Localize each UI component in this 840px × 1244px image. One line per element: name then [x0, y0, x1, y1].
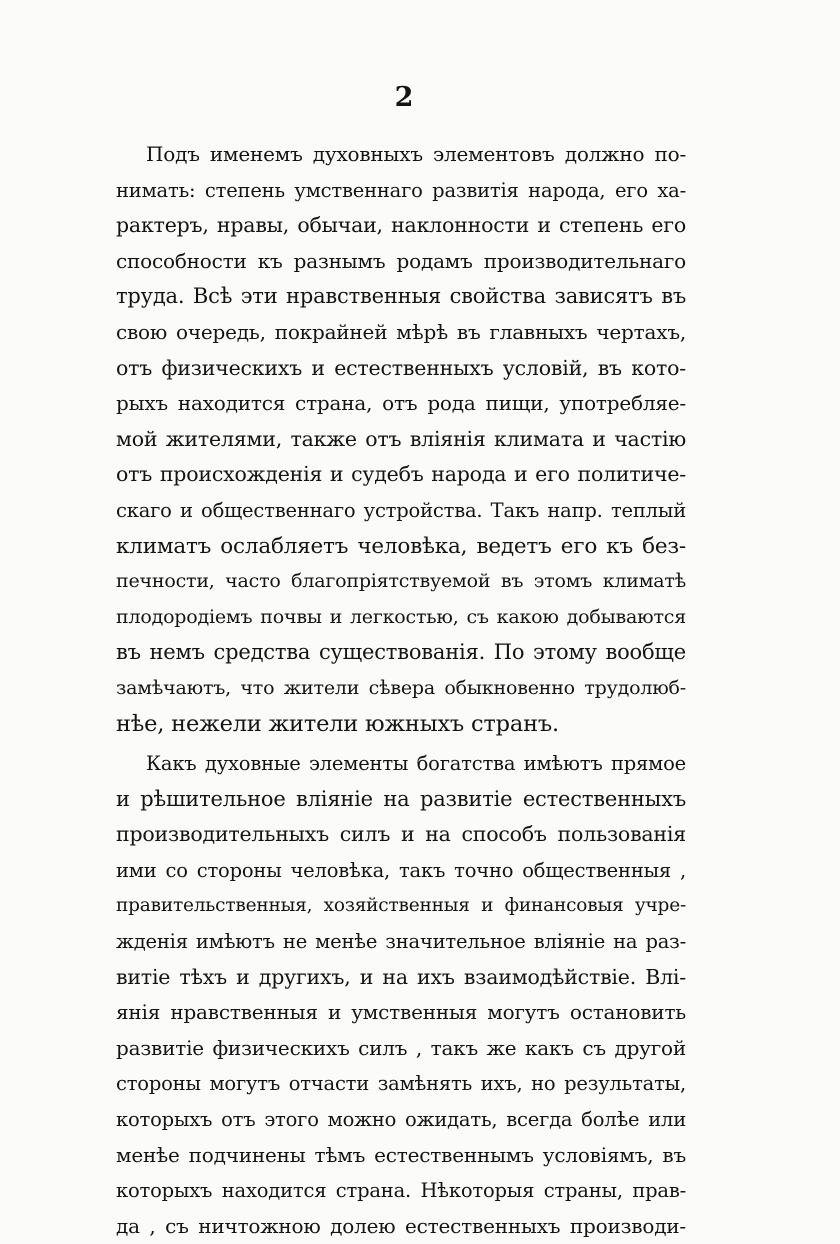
text-line: которыхъ отъ этого можно ожидать, всегда болѣе или	[116, 1108, 686, 1132]
text-line: да , съ ничтожною долею естественныхъ производи-	[116, 1213, 686, 1238]
text-line: которыхъ находится страна. Нѣкоторыя страны, прав-	[116, 1179, 686, 1203]
text-line: нѣе, нежели жители южныхъ странъ.	[116, 710, 559, 737]
text-line: климатъ ослабляетъ человѣка, ведетъ его къ без-	[116, 533, 686, 559]
text-line: въ немъ средства существованія. По этому вообще	[116, 640, 686, 665]
text-line: производительныхъ силъ и на способъ пользованія	[116, 822, 686, 847]
text-line: рыхъ находится страна, отъ рода пищи, употребляе-	[116, 391, 686, 416]
text-line: способности къ разнымъ родамъ производительнаго	[116, 248, 686, 273]
body-text	[116, 137, 686, 1244]
text-line: витіе тѣхъ и другихъ, и на ихъ взаимодѣйствіе. Влі-	[116, 964, 686, 989]
text-line: ими со стороны человѣка, такъ точно общественныя ,	[116, 858, 686, 882]
paragraph	[116, 746, 686, 1244]
text-line: труда. Всѣ эти нравственныя свойства зависятъ въ	[116, 284, 686, 309]
text-line: Какъ духовные элементы богатства имѣютъ прямое	[146, 752, 686, 776]
text-line: мой жителями, также отъ вліянія климата и частію	[116, 426, 686, 451]
text-line: печности, часто благопріятствуемой въ этомъ климатѣ	[116, 570, 686, 593]
text-line: отъ физическихъ и естественныхъ условій, въ кото-	[116, 355, 686, 380]
text-line: и рѣшительное вліяніе на развитіе естественныхъ	[116, 786, 686, 811]
text-line: скаго и общественнаго устройства. Такъ напр. теплый	[116, 498, 686, 522]
page-number: 2	[394, 82, 414, 113]
text-line: Подъ именемъ духовныхъ элементовъ должно по-	[146, 142, 686, 166]
text-line: менѣе подчинены тѣмъ естественнымъ условіямъ, въ	[116, 1142, 686, 1167]
text-line: стороны могутъ отчасти замѣнять ихъ, но результаты,	[116, 1072, 686, 1096]
paragraph	[116, 137, 686, 742]
text-line: плодородіемъ почвы и легкостью, съ какою добываются	[116, 605, 686, 628]
text-line: развитіе физическихъ силъ , такъ же какъ съ другой	[116, 1035, 686, 1060]
text-line: нимать: степень умственнаго развитія народа, его ха-	[116, 178, 686, 202]
text-line: янія нравственныя и умственныя могутъ остановить	[116, 1000, 686, 1025]
text-line: свою очередь, покрайней мѣрѣ въ главныхъ чертахъ,	[116, 319, 686, 344]
text-line: рактеръ, нравы, обычаи, наклонности и степень его	[116, 213, 686, 238]
text-line: жденія имѣютъ не менѣе значительное вліяніе на раз-	[116, 930, 686, 954]
text-line: правительственныя, хозяйственныя и финансовыя учре-	[116, 895, 686, 917]
text-line: отъ происхожденія и судебъ народа и его политиче-	[116, 462, 686, 487]
text-line: замѣчаютъ, что жители сѣвера обыкновенно трудолюб-	[116, 676, 686, 699]
